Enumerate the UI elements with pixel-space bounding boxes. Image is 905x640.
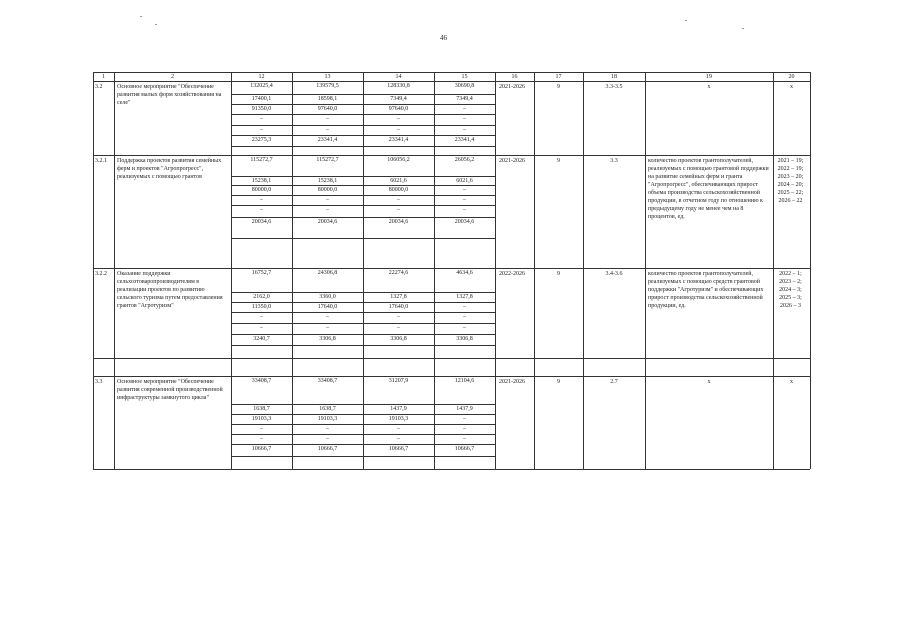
value-cell: – bbox=[463, 416, 466, 422]
value-cell: 1327,8 bbox=[390, 294, 407, 300]
row-id: 3.3 bbox=[95, 379, 103, 385]
value-cell: – bbox=[463, 116, 466, 122]
value-cell: 1638,7 bbox=[319, 406, 336, 412]
value-cell: 139579,5 bbox=[316, 83, 339, 89]
value-cell: 132025,4 bbox=[250, 83, 273, 89]
header-cell: 13 bbox=[324, 74, 331, 80]
value-cell: 80000,0 bbox=[317, 187, 338, 193]
value-cell: 3240,7 bbox=[253, 336, 270, 342]
value-cell: 15238,1 bbox=[317, 178, 338, 184]
column-rule bbox=[93, 72, 94, 469]
target-value: 2026 – 3 bbox=[780, 303, 801, 309]
value-cell: 128330,8 bbox=[387, 83, 410, 89]
value-cell: 115272,7 bbox=[316, 157, 339, 163]
value-cell: – bbox=[397, 127, 400, 133]
value-cell: 17640,0 bbox=[388, 304, 409, 310]
value-cell: – bbox=[463, 127, 466, 133]
period-cell: 2021-2026 bbox=[499, 84, 525, 90]
value-cell: 17640,0 bbox=[317, 304, 338, 310]
target-value: 2023 – 2; bbox=[779, 279, 802, 285]
value-cell: 6021,6 bbox=[390, 178, 407, 184]
column-rule bbox=[495, 72, 496, 469]
target-value: 2023 – 20; bbox=[777, 174, 804, 180]
target-value: х bbox=[790, 379, 793, 385]
value-cell: – bbox=[463, 314, 466, 320]
indicator-text: количество проектов грантополучателей, реализуемых с помощью средств грантовой поддержки "Агротуризм" и обеспечивающих прирост производства сельскохозяйственной продукции, ед. bbox=[648, 271, 764, 309]
row-id: 3.2.2 bbox=[95, 271, 107, 277]
value-cell: – bbox=[463, 436, 466, 442]
value-cell: 24306,8 bbox=[317, 270, 338, 276]
indicator-ref-cell: 3.3-3.5 bbox=[605, 84, 623, 90]
column-rule bbox=[114, 72, 115, 469]
target-value: х bbox=[790, 84, 793, 90]
target-value: 2024 – 20; bbox=[777, 182, 804, 188]
value-cell: – bbox=[326, 426, 329, 432]
value-cell: 91350,0 bbox=[251, 106, 272, 112]
target-value: 2025 – 3; bbox=[779, 295, 802, 301]
value-cell: 20034,6 bbox=[388, 219, 409, 225]
row-id: 3.2.1 bbox=[95, 158, 107, 164]
header-cell: 2 bbox=[171, 74, 174, 80]
row-name: Оказание поддержки сельхозтоваропроизводителям в реализации проектов по развитию сельского туризма путем предоставления грантов "Агротуризм" bbox=[117, 271, 223, 309]
value-cell: 12104,6 bbox=[454, 378, 475, 384]
value-cell: 6021,6 bbox=[456, 178, 473, 184]
value-cell: 19103,3 bbox=[317, 416, 338, 422]
value-cell: 20034,6 bbox=[454, 219, 475, 225]
value-cell: 10666,7 bbox=[251, 446, 272, 452]
value-cell: – bbox=[397, 197, 400, 203]
value-cell: 23341,4 bbox=[454, 137, 475, 143]
value-cell: 19103,3 bbox=[251, 416, 272, 422]
value-cell: 97640,0 bbox=[317, 106, 338, 112]
scan-speck bbox=[685, 20, 687, 21]
code-cell: 9 bbox=[557, 84, 560, 90]
value-cell: 20034,6 bbox=[317, 219, 338, 225]
subrow-rule bbox=[231, 456, 495, 457]
value-cell: 3306,8 bbox=[456, 336, 473, 342]
scan-speck bbox=[155, 24, 157, 25]
header-cell: 12 bbox=[258, 74, 265, 80]
value-cell: 1638,7 bbox=[253, 406, 270, 412]
period-cell: 2021-2026 bbox=[499, 379, 525, 385]
value-cell: – bbox=[463, 106, 466, 112]
header-cell: 19 bbox=[706, 74, 712, 80]
scan-speck bbox=[140, 16, 142, 17]
value-cell: 1327,8 bbox=[456, 294, 473, 300]
header-cell: 14 bbox=[395, 74, 402, 80]
value-cell: – bbox=[463, 187, 466, 193]
target-value: 2021 – 19; bbox=[777, 158, 804, 164]
value-cell: 17400,1 bbox=[251, 96, 272, 102]
value-cell: – bbox=[397, 116, 400, 122]
code-cell: 9 bbox=[557, 379, 560, 385]
code-cell: 9 bbox=[557, 158, 560, 164]
row-id: 3.2 bbox=[95, 84, 103, 90]
value-cell: – bbox=[397, 426, 400, 432]
value-cell: – bbox=[326, 314, 329, 320]
page-number: 46 bbox=[440, 34, 447, 42]
value-cell: – bbox=[463, 426, 466, 432]
column-rule bbox=[810, 72, 811, 469]
indicator-ref-cell: 3.3 bbox=[610, 158, 618, 164]
value-cell: – bbox=[326, 436, 329, 442]
value-cell: 10666,7 bbox=[388, 446, 409, 452]
target-value: 2026 – 22 bbox=[778, 198, 803, 204]
value-cell: 31207,9 bbox=[388, 378, 409, 384]
column-rule bbox=[645, 72, 646, 469]
value-cell: 19103,3 bbox=[388, 416, 409, 422]
value-cell: 7349,4 bbox=[456, 96, 473, 102]
value-cell: 20034,6 bbox=[251, 219, 272, 225]
value-cell: – bbox=[463, 197, 466, 203]
value-cell: 30690,8 bbox=[454, 83, 475, 89]
value-cell: 97640,0 bbox=[388, 106, 409, 112]
value-cell: 7349,4 bbox=[390, 96, 407, 102]
row-name: Основное мероприятие "Обеспечение развития малых форм хозяйствования на селе" bbox=[117, 84, 222, 106]
value-cell: – bbox=[326, 207, 329, 213]
value-cell: 16752,7 bbox=[251, 270, 272, 276]
value-cell: 1437,9 bbox=[390, 406, 407, 412]
value-cell: 23341,4 bbox=[317, 137, 338, 143]
header-cell: 17 bbox=[555, 74, 562, 80]
value-cell: – bbox=[260, 314, 263, 320]
target-value: 2022 – 1; bbox=[779, 271, 802, 277]
value-cell: 1437,9 bbox=[456, 406, 473, 412]
value-cell: 3360,0 bbox=[319, 294, 336, 300]
value-cell: – bbox=[463, 207, 466, 213]
program-table bbox=[93, 72, 810, 469]
header-cell: 1 bbox=[102, 74, 105, 80]
subrow-rule bbox=[231, 238, 495, 239]
row-name: Основное мероприятие "Обеспечение развития современной производственной инфраструктуры замкнутого цикла" bbox=[117, 379, 223, 401]
value-cell: 23275,3 bbox=[251, 137, 272, 143]
value-cell: – bbox=[397, 207, 400, 213]
value-cell: 80000,0 bbox=[251, 187, 272, 193]
value-cell: 2162,0 bbox=[253, 294, 270, 300]
value-cell: 33408,7 bbox=[251, 378, 272, 384]
value-cell: – bbox=[326, 197, 329, 203]
header-cell: 20 bbox=[788, 74, 795, 80]
value-cell: – bbox=[260, 207, 263, 213]
subrow-rule bbox=[231, 146, 495, 147]
value-cell: – bbox=[260, 436, 263, 442]
indicator-text: х bbox=[707, 84, 711, 90]
value-cell: – bbox=[326, 325, 329, 331]
value-cell: 115272,7 bbox=[250, 157, 273, 163]
value-cell: – bbox=[260, 116, 263, 122]
value-cell: 80000,0 bbox=[388, 187, 409, 193]
value-cell: – bbox=[397, 314, 400, 320]
value-cell: – bbox=[463, 325, 466, 331]
value-cell: – bbox=[326, 127, 329, 133]
period-cell: 2021-2026 bbox=[499, 158, 525, 164]
scan-speck bbox=[742, 28, 744, 29]
value-cell: 10666,7 bbox=[454, 446, 475, 452]
value-cell: 4634,6 bbox=[456, 270, 473, 276]
value-cell: – bbox=[260, 426, 263, 432]
value-cell: 26056,2 bbox=[454, 157, 475, 163]
code-cell: 9 bbox=[557, 271, 560, 277]
row-rule bbox=[93, 358, 810, 359]
indicator-ref-cell: 2.7 bbox=[610, 379, 618, 385]
value-cell: – bbox=[260, 325, 263, 331]
row-name: Поддержка проектов развития семейных ферм и проектов "Агропрогресс", реализуемых с помощью грантов bbox=[117, 158, 222, 180]
value-cell: 11350,0 bbox=[251, 304, 272, 310]
header-cell: 15 bbox=[461, 74, 468, 80]
row-rule bbox=[93, 469, 810, 470]
value-cell: – bbox=[397, 436, 400, 442]
header-cell: 16 bbox=[511, 74, 518, 80]
value-cell: 106056,2 bbox=[387, 157, 410, 163]
value-cell: – bbox=[260, 127, 263, 133]
row-rule bbox=[93, 376, 810, 377]
value-cell: 10666,7 bbox=[317, 446, 338, 452]
value-cell: – bbox=[326, 116, 329, 122]
value-cell: – bbox=[397, 325, 400, 331]
subrow-rule bbox=[231, 345, 495, 346]
value-cell: 23341,4 bbox=[388, 137, 409, 143]
indicator-text: х bbox=[707, 379, 711, 385]
value-cell: 18598,1 bbox=[317, 96, 338, 102]
indicator-text: количество проектов грантополучателей, реализуемых с помощью грантовой поддержки на развитие семейных ферм и гранта "Агропрогресс", обеспечивающих прирост объема производства сельскохозяйственной продукции, в отчетном году по отношению к предыдущему году не менее чем на 8 процентов, ед. bbox=[648, 158, 769, 220]
target-value: 2022 – 19; bbox=[777, 166, 804, 172]
value-cell: – bbox=[463, 304, 466, 310]
header-cell: 18 bbox=[611, 74, 617, 80]
value-cell: 33408,7 bbox=[317, 378, 338, 384]
value-cell: 15238,1 bbox=[251, 178, 272, 184]
period-cell: 2022-2026 bbox=[499, 271, 525, 277]
target-value: 2024 – 3; bbox=[779, 287, 802, 293]
target-value: 2025 – 22; bbox=[777, 190, 804, 196]
value-cell: 22274,6 bbox=[388, 270, 409, 276]
value-cell: 3306,8 bbox=[390, 336, 407, 342]
indicator-ref-cell: 3.4-3.6 bbox=[605, 271, 623, 277]
value-cell: 3306,8 bbox=[319, 336, 336, 342]
value-cell: – bbox=[260, 197, 263, 203]
